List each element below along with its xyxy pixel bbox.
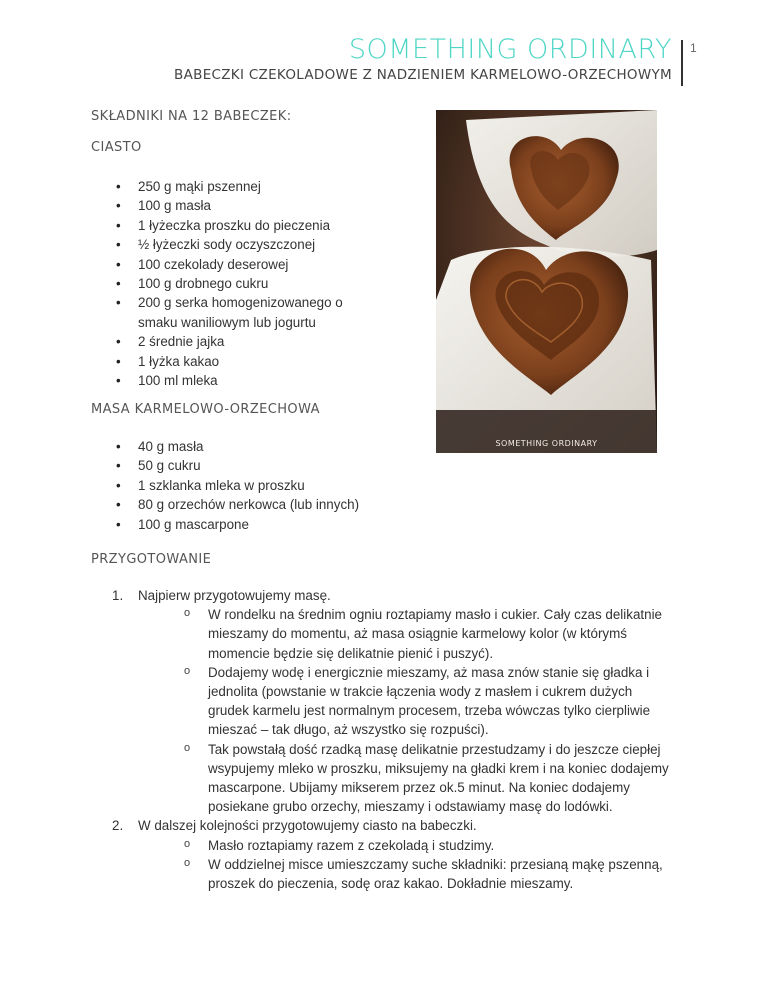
ingredient-item: • ½ łyżeczki sody oczyszczonej <box>116 235 346 254</box>
step-text: Najpierw przygotowujemy masę. <box>138 588 331 603</box>
ciasto-ingredient-list <box>116 177 346 390</box>
substep-item: o Masło roztapiamy razem z czekoladą i studzimy. <box>184 836 672 855</box>
ingredient-item: • 100 g mascarpone <box>116 515 376 534</box>
preparation-step <box>112 816 672 893</box>
ingredient-item: • 250 g mąki pszennej <box>116 177 346 196</box>
page-number: 1 <box>690 41 697 55</box>
ingredient-item: • 100 g drobnego cukru <box>116 274 346 293</box>
ingredient-item: • 1 szklanka mleka w proszku <box>116 476 376 495</box>
substep-item: o W oddzielnej misce umieszczamy suche składniki: przesianą mąkę pszenną, proszek do pieczenia, sodę oraz kakao. Dokładnie mieszamy. <box>184 855 672 893</box>
header-divider <box>681 40 683 86</box>
ingredient-item: • 2 średnie jajka <box>116 332 346 351</box>
preparation-step <box>112 586 672 816</box>
ingredients-heading: SKŁADNIKI NA 12 BABECZEK: <box>91 109 292 124</box>
substep-item: o Tak powstałą dość rzadką masę delikatnie przestudzamy i do jeszcze ciepłej wsypujemy mleko w proszku, miksujemy na gładki krem i na koniec dodajemy mascarpone. Ubijamy mikserem przez ok.5 minut. Na koniec dodajemy posiekane grubo orzechy, mieszamy i odstawiamy masę do lodówki. <box>184 740 672 817</box>
substep-item: o W rondelku na średnim ogniu roztapiamy masło i cukier. Cały czas delikatnie mieszamy do momentu, aż masa osiągnie karmelowy kolor (w którymś momencie będzie się delikatnie pienić i puszyć). <box>184 605 672 663</box>
ingredient-item: • 50 g cukru <box>116 456 376 475</box>
masa-ingredient-list <box>116 437 376 534</box>
ingredient-item: • 80 g orzechów nerkowca (lub innych) <box>116 495 376 514</box>
masa-heading: MASA KARMELOWO-ORZECHOWA <box>91 402 320 417</box>
substep-item: o Dodajemy wodę i energicznie mieszamy, aż masa znów stanie się gładka i jednolita (powstanie w trakcie łączenia wody z masłem i cukrem dużych grudek karmelu jest normalnym procesem, trzeba wówczas tylko cierpliwie mieszać – tak długo, aż wszystko się rozpuści). <box>184 663 672 740</box>
step-text: W dalszej kolejności przygotowujemy ciasto na babeczki. <box>138 818 477 834</box>
substep-list <box>138 836 672 894</box>
step-number: 1. <box>112 588 124 603</box>
photo-watermark: SOMETHING ORDINARY <box>495 439 598 448</box>
ingredient-item: • 100 czekolady deserowej <box>116 255 346 274</box>
ingredient-item: • 100 g masła <box>116 196 346 215</box>
substep-list <box>138 605 672 816</box>
brand-title: SOMETHING ORDINARY <box>348 34 672 65</box>
ciasto-heading: CIASTO <box>91 140 142 155</box>
recipe-title: BABECZKI CZEKOLADOWE Z NADZIENIEM KARMELOWO-ORZECHOWYM <box>174 67 672 83</box>
ingredient-item: • 1 łyżeczka proszku do pieczenia <box>116 216 346 235</box>
step-number: 2. <box>112 818 124 834</box>
ingredient-item: • 40 g masła <box>116 437 376 456</box>
ingredient-item: • 100 ml mleka <box>116 371 346 390</box>
ingredient-item: • 200 g serka homogenizowanego o smaku waniliowym lub jogurtu <box>116 293 346 332</box>
preparation-steps <box>112 586 672 893</box>
preparation-heading: PRZYGOTOWANIE <box>91 552 212 567</box>
cupcake-photo <box>436 110 657 453</box>
cupcake-photo-illustration <box>436 110 657 453</box>
ingredient-item: • 1 łyżka kakao <box>116 352 346 371</box>
